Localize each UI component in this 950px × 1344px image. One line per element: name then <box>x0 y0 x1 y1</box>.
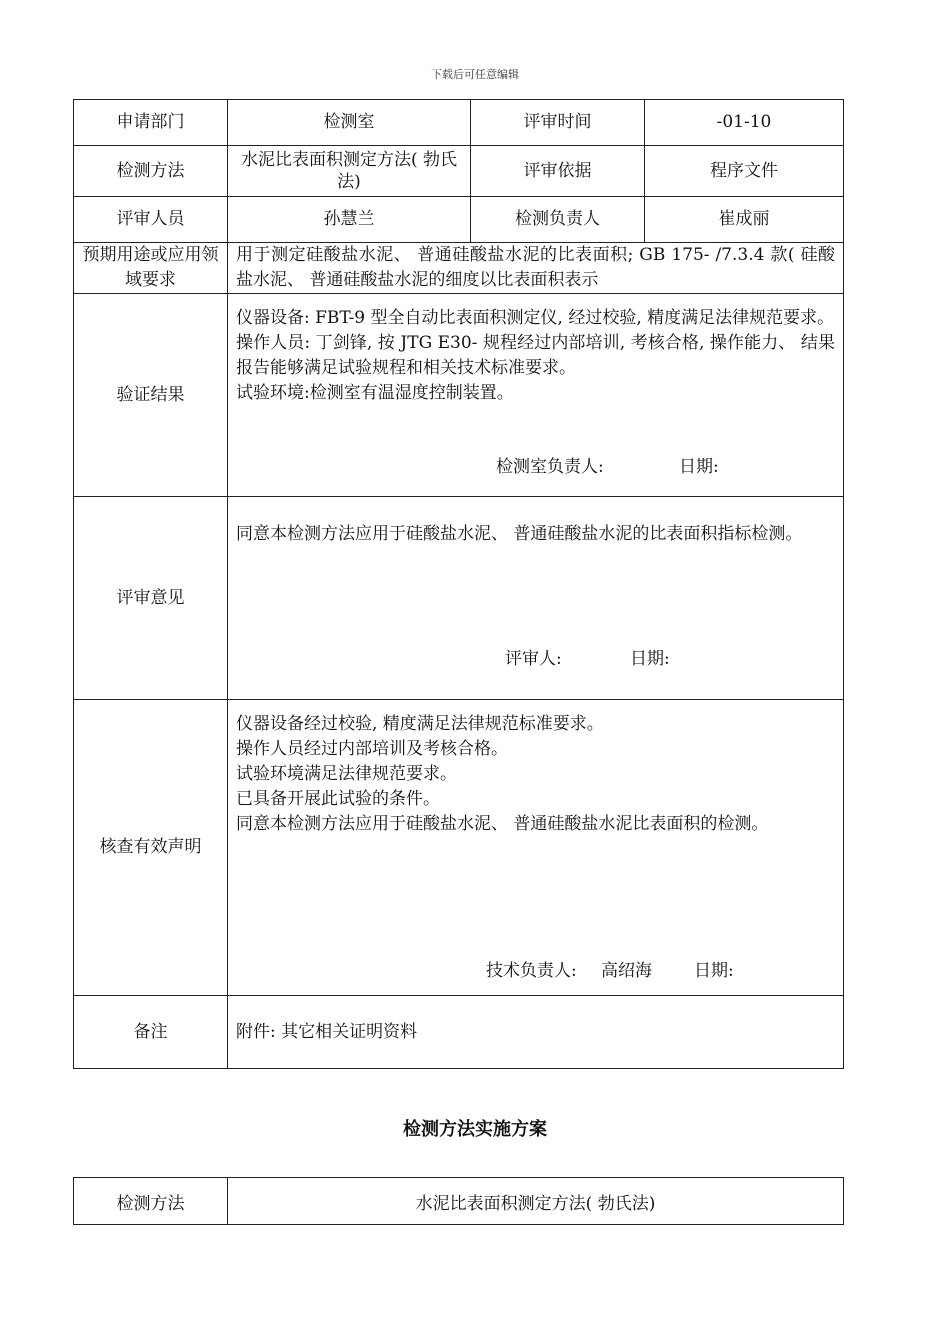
review-time-label: 评审时间 <box>471 100 645 146</box>
test-head-label: 检测负责人 <box>471 197 645 243</box>
tech-head-name: 高绍海 <box>601 961 652 981</box>
method-label: 检测方法 <box>74 146 228 197</box>
section-title: 检测方法实施方案 <box>403 1119 547 1140</box>
intended-use-value: 用于测定硅酸盐水泥、 普通硅酸盐水泥的比表面积; GB 175- /7.3.4 款( 硅酸盐水泥、 普通硅酸盐水泥的细度以比表面积表示 <box>228 243 844 294</box>
reviewer-value: 孙慧兰 <box>228 197 471 243</box>
tech-head-sign-label: 技术负责人: <box>486 961 577 981</box>
statement-line: 同意本检测方法应用于硅酸盐水泥、 普通硅酸盐水泥比表面积的检测。 <box>236 814 769 834</box>
review-basis-label: 评审依据 <box>471 146 645 197</box>
reviewer-label: 评审人员 <box>74 197 228 243</box>
review-form-table <box>73 99 844 1069</box>
statement-line: 已具备开展此试验的条件。 <box>236 789 440 809</box>
implementation-plan-table <box>73 1177 844 1225</box>
dept-value: 检测室 <box>228 100 471 146</box>
method-value: 水泥比表面积测定方法( 勃氏法) <box>228 146 471 197</box>
test-head-value: 崔成丽 <box>645 197 844 243</box>
verify-line: 试验环境:检测室有温湿度控制装置。 <box>236 383 514 403</box>
reviewer-sign-label: 评审人: <box>505 649 562 669</box>
opinion-date-label: 日期: <box>630 649 670 669</box>
lab-head-sign-label: 检测室负责人: <box>496 457 604 477</box>
statement-line: 仪器设备经过校验, 精度满足法律规范标准要求。 <box>236 714 604 734</box>
validity-statement-text <box>228 700 843 837</box>
verify-line: 操作人员: 丁剑锋, 按 JTG E30- 规程经过内部培训, 考核合格, 操作能力、 结果报告能够满足试验规程和相关技术标准要求。 <box>236 333 835 378</box>
review-basis-value: 程序文件 <box>645 146 844 197</box>
statement-line: 试验环境满足法律规范要求。 <box>236 764 457 784</box>
review-time-value: -01-10 <box>645 100 844 146</box>
statement-date-label: 日期: <box>694 961 734 981</box>
verify-result-text <box>228 294 843 406</box>
remark-value: 附件: 其它相关证明资料 <box>228 996 844 1069</box>
statement-line: 操作人员经过内部培训及考核合格。 <box>236 739 508 759</box>
page-header-note: 下载后可任意编辑 <box>431 68 519 81</box>
verify-result-label: 验证结果 <box>74 294 228 497</box>
remark-label: 备注 <box>74 996 228 1069</box>
plan-method-label: 检测方法 <box>74 1178 228 1225</box>
validity-statement-label: 核查有效声明 <box>74 700 228 996</box>
dept-label: 申请部门 <box>74 100 228 146</box>
review-opinion-label: 评审意见 <box>74 497 228 700</box>
plan-method-value: 水泥比表面积测定方法( 勃氏法) <box>228 1178 844 1225</box>
verify-line: 仪器设备: FBT-9 型全自动比表面积测定仪, 经过校验, 精度满足法律规范要求。 <box>236 308 835 328</box>
verify-date-label: 日期: <box>679 457 719 477</box>
intended-use-label: 预期用途或应用领域要求 <box>74 243 228 294</box>
review-opinion-text: 同意本检测方法应用于硅酸盐水泥、 普通硅酸盐水泥的比表面积指标检测。 <box>236 524 803 544</box>
